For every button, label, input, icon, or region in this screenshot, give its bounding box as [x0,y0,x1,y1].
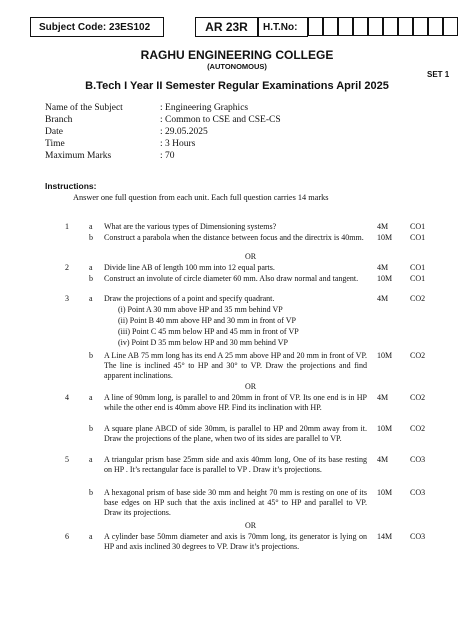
question-number: 1 [65,222,69,231]
part-label: a [89,393,93,402]
ht-cell[interactable] [383,17,398,36]
marks: 4M [377,222,389,231]
regulation-code: AR 23R [205,20,248,34]
subject-code-box [30,17,164,37]
or-separator: OR [245,521,257,530]
instructions-heading: Instructions: [45,181,97,191]
detail-label: Name of the Subject [45,103,123,113]
question-text: A square plane ABCD of side 30mm, is parallel to HP and 20mm away from it. Draw the projections of the plane, when two of its sides are parallel to VP. [104,424,367,443]
or-separator: OR [245,252,257,261]
ht-cell[interactable] [323,17,338,36]
ht-cell[interactable] [308,17,323,36]
question-text: A triangular prism base 25mm side and axis 40mm long, One of its base resting on HP . It’s rectangular face is parallel to VP . Draw it’s projections. [104,455,367,474]
subject-code: Subject Code: 23ES102 [39,21,151,33]
course-outcome: CO3 [410,455,426,464]
question-number: 6 [65,532,69,541]
hall-ticket-box [258,17,308,37]
detail-row [45,151,111,162]
set-label: SET 1 [427,70,450,79]
detail-value: : 70 [160,151,175,161]
course-outcome: CO2 [410,393,426,402]
marks: 10M [377,274,393,283]
part-label: b [89,233,93,242]
marks: 4M [377,455,389,464]
part-label: a [89,294,93,303]
sub-question: (i) Point A 30 mm above HP and 35 mm behind VP [118,305,283,314]
detail-label: Maximum Marks [45,151,112,161]
part-label: a [89,222,93,231]
course-outcome: CO2 [410,351,426,360]
question-text: Construct an involute of circle diameter 60 mm. Also draw normal and tangent. [104,274,359,283]
part-label: a [89,455,93,464]
question-text: Draw the projections of a point and specify quadrant. [104,294,275,303]
sub-question: (ii) Point B 40 mm above HP and 30 mm in front of VP [118,316,296,325]
marks: 10M [377,488,393,497]
question-number: 3 [65,294,69,303]
question-text: Divide line AB of length 100 mm into 12 equal parts. [104,263,275,272]
ht-cell[interactable] [353,17,368,36]
marks: 4M [377,393,389,402]
marks: 4M [377,294,389,303]
question-number: 2 [65,263,69,272]
question-text: A hexagonal prism of base side 30 mm and height 70 mm is resting on one of its base edges on HP such that the axis inclined at 45° to HP and parallel to VP. Draw its projections. [104,488,367,517]
detail-value: : 29.05.2025 [160,127,208,137]
course-outcome: CO1 [410,233,426,242]
course-outcome: CO3 [410,488,426,497]
question-text: A line of 90mm long, is parallel to and 20mm in front of VP. Its one end is in HP while the other end is 40mm above HP. Find its inclination with HP. [104,393,367,412]
course-outcome: CO3 [410,532,426,541]
part-label: b [89,488,93,497]
detail-row [45,127,63,138]
detail-row [45,103,123,114]
detail-value: : 3 Hours [160,139,196,149]
hall-ticket-cells [308,17,460,37]
course-outcome: CO2 [410,424,426,433]
question-text: What are the various types of Dimensioning systems? [104,222,277,231]
instructions-text: Answer one full question from each unit. Each full question carries 14 marks [73,193,329,202]
detail-label: Branch [45,115,73,125]
detail-label: Time [45,139,65,149]
detail-label: Date [45,127,63,137]
detail-row [45,115,72,126]
regulation-box [195,17,258,37]
ht-cell[interactable] [338,17,353,36]
question-number: 4 [65,393,69,402]
ht-cell[interactable] [413,17,428,36]
exam-title: B.Tech I Year II Semester Regular Examinations April 2025 [85,80,389,92]
marks: 10M [377,351,393,360]
marks: 10M [377,233,393,242]
detail-value: : Common to CSE and CSE-CS [160,115,281,125]
part-label: b [89,424,93,433]
question-number: 5 [65,455,69,464]
or-separator: OR [245,382,257,391]
hall-ticket-label: H.T.No: [263,21,298,33]
ht-cell[interactable] [368,17,383,36]
course-outcome: CO2 [410,294,426,303]
course-outcome: CO1 [410,274,426,283]
sub-question: (iii) Point C 45 mm below HP and 45 mm in front of VP [118,327,299,336]
question-text: Construct a parabola when the distance between focus and the directrix is 40mm. [104,233,364,242]
ht-cell[interactable] [428,17,443,36]
marks: 4M [377,263,389,272]
marks: 14M [377,532,393,541]
ht-cell[interactable] [398,17,413,36]
sub-question: (iv) Point D 35 mm below HP and 30 mm behind VP [118,338,288,347]
question-text: A cylinder base 50mm diameter and axis is 70mm long, its generator is lying on HP and axis inclined 30 degrees to VP. Draw it’s projections. [104,532,367,551]
part-label: b [89,274,93,283]
detail-row [45,139,65,150]
part-label: a [89,263,93,272]
question-text: A Line AB 75 mm long has its end A 25 mm above HP and 20 mm in front of VP. The line is inclined 45° to HP and 30° to VP. Draw the projections and find apparent inclinations. [104,351,367,380]
college-name: RAGHU ENGINEERING COLLEGE [140,48,334,62]
marks: 10M [377,424,393,433]
part-label: a [89,532,93,541]
part-label: b [89,351,93,360]
detail-value: : Engineering Graphics [160,103,249,113]
course-outcome: CO1 [410,263,426,272]
course-outcome: CO1 [410,222,426,231]
college-status: (AUTONOMOUS) [207,62,267,71]
ht-cell[interactable] [443,17,458,36]
